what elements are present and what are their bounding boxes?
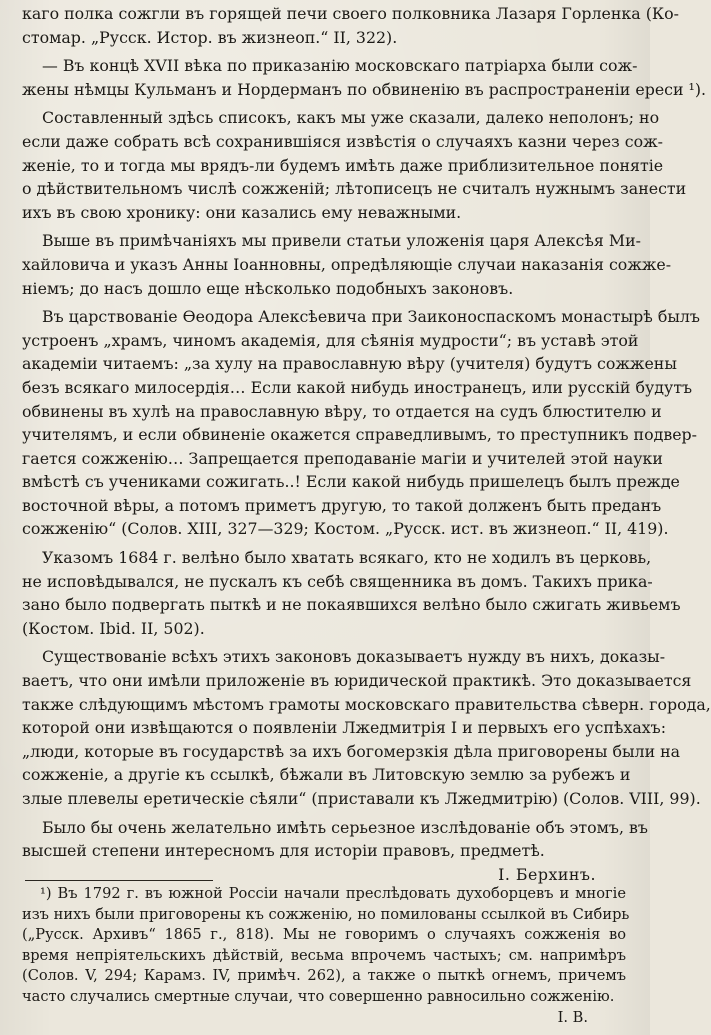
text-line: восточной вѣры, а потомъ приметъ другую, то такой долженъ быть преданъ — [22, 495, 662, 515]
text-line: ихъ въ свою хронику: они казались ему неважными. — [22, 202, 462, 222]
text-line: академіи читаемъ: „за хулу на православную вѣру (учителя) будутъ сожжены — [22, 354, 677, 374]
author-signature: I. Берхинъ. — [498, 864, 596, 884]
footnote-line: часто случались смертные случаи, что совершенно равносильно сожженію. — [22, 987, 615, 1005]
text-line: Было бы очень желательно имѣть серьезное изслѣдованіе объ этомъ, въ — [42, 817, 648, 837]
text-line: о дѣйствительномъ числѣ сожженій; лѣтописецъ не считалъ нужнымъ занести — [22, 179, 687, 199]
text-line: зано было подвергать пыткѣ и не покаявшихся велѣно было сжигать живьемъ — [22, 595, 681, 615]
text-line: злые плевелы еретическіе сѣяли“ (приставали къ Лжедмитрію) (Солов. VIII, 99). — [22, 789, 701, 808]
text-line: каго полка сожгли въ горящей печи своего полковника Лазаря Горленка (Ко- — [22, 4, 679, 23]
text-line: высшей степени интересномъ для исторіи правовъ, предметѣ. — [22, 841, 545, 861]
footnote-line: (Солов. V, 294; Карамз. IV, примѣч. 262), а также о пыткѣ огнемъ, причемъ — [22, 967, 626, 985]
text-line: — Въ концѣ XVII вѣка по приказанію московскаго патріарха были сож- — [42, 56, 638, 76]
text-line: также слѣдующимъ мѣстомъ грамоты московскаго правительства сѣверн. города, — [22, 694, 711, 714]
text-line: сожженію“ (Солов. XIII, 327—329; Костом. „Русск. ист. въ жизнеоп.“ II, 419). — [22, 519, 669, 539]
footnote-line: ¹) Въ 1792 г. въ южной Россіи начали преслѣдовать духоборцевъ и многіе — [40, 885, 626, 902]
text-line: Существованіе всѣхъ этихъ законовъ доказываетъ нужду въ нихъ, доказы- — [42, 647, 666, 667]
footnote-line: изъ нихъ были приговорены къ сожженію, но помилованы ссылкой въ Сибирь — [22, 905, 630, 923]
text-line: Составленный здѣсь списокъ, какъ мы уже сказали, далеко неполонъ; но — [42, 108, 660, 128]
footnote-line: („Русск. Архивъ“ 1865 г., 818). Мы не говоримъ о случаяхъ сожженія во — [22, 926, 626, 944]
text-line: Указомъ 1684 г. велѣно было хватать всякаго, кто не ходилъ въ церковь, — [42, 548, 652, 568]
text-line: вмѣстѣ съ учениками сожигать..! Если какой нибудь пришелецъ былъ прежде — [22, 472, 680, 492]
text-line: безъ всякаго милосердія… Если какой нибудь иностранецъ, или русскій будутъ — [22, 377, 693, 397]
text-line: „люди, которые въ государствѣ за ихъ богомерзкія дѣла приговорены были на — [22, 741, 681, 761]
text-line: если даже собрать всѣ сохранившіяся извѣстія о случаяхъ казни через сож- — [22, 131, 663, 151]
text-line: стомар. „Русск. Истор. въ жизнеоп.“ II, 322). — [22, 27, 398, 47]
text-line: ніемъ; до насъ дошло еще нѣсколько подобныхъ законовъ. — [22, 278, 514, 298]
text-line: обвинены въ хулѣ на православную вѣру, то отдается на судъ блюстителю и — [22, 401, 662, 421]
text-line: которой они извѣщаются о появленіи Лжедмитрія I и первыхъ его успѣхахъ: — [22, 718, 667, 738]
text-line: не исповѣдывался, не пускалъ къ себѣ священника въ домъ. Такихъ прика- — [22, 571, 653, 591]
text-line: Выше въ примѣчаніяхъ мы привели статьи уложенія царя Алексѣя Ми- — [42, 231, 641, 251]
text-line: устроенъ „храмъ, чиномъ академія, для сѣянія мудрости“; въ уставѣ этой — [22, 330, 639, 350]
text-line: (Костом. Ibid. II, 502). — [22, 618, 205, 638]
text-line: женіе, то и тогда мы врядъ-ли будемъ имѣть даже приблизительное понятіе — [22, 155, 664, 175]
text-line: хайловича и указъ Анны Іоанновны, опредѣляющіе случаи наказанія сожже- — [22, 254, 672, 274]
text-line: гается сожженію… Запрещается преподаваніе магіи и учителей этой науки — [22, 448, 663, 468]
footnote-line: время непріятельскихъ дѣйствій, весьма впрочемъ частыхъ; см. напримѣръ — [22, 946, 626, 964]
text-line: сожженіе, а другіе къ ссылкѣ, бѣжали въ Литовскую землю за рубежъ и — [22, 765, 631, 785]
text-line: жены нѣмцы Кульманъ и Нордерманъ по обвиненію въ распространеніи ереси ¹). — [22, 79, 707, 99]
footnotes — [22, 884, 630, 1028]
main-text — [22, 2, 711, 886]
footnote-signature: I. В. — [557, 1008, 588, 1026]
text-line: Въ царствованіе Ѳеодора Алексѣевича при Заиконоспаскомъ монастырѣ былъ — [42, 307, 700, 327]
text-line: ваетъ, что они имѣли приложеніе въ юридической практикѣ. Это доказывается — [22, 671, 692, 691]
text-line: учителямъ, и если обвиненіе окажется справедливымъ, то преступникъ подвер- — [22, 425, 698, 445]
footnote-separator — [25, 880, 213, 881]
